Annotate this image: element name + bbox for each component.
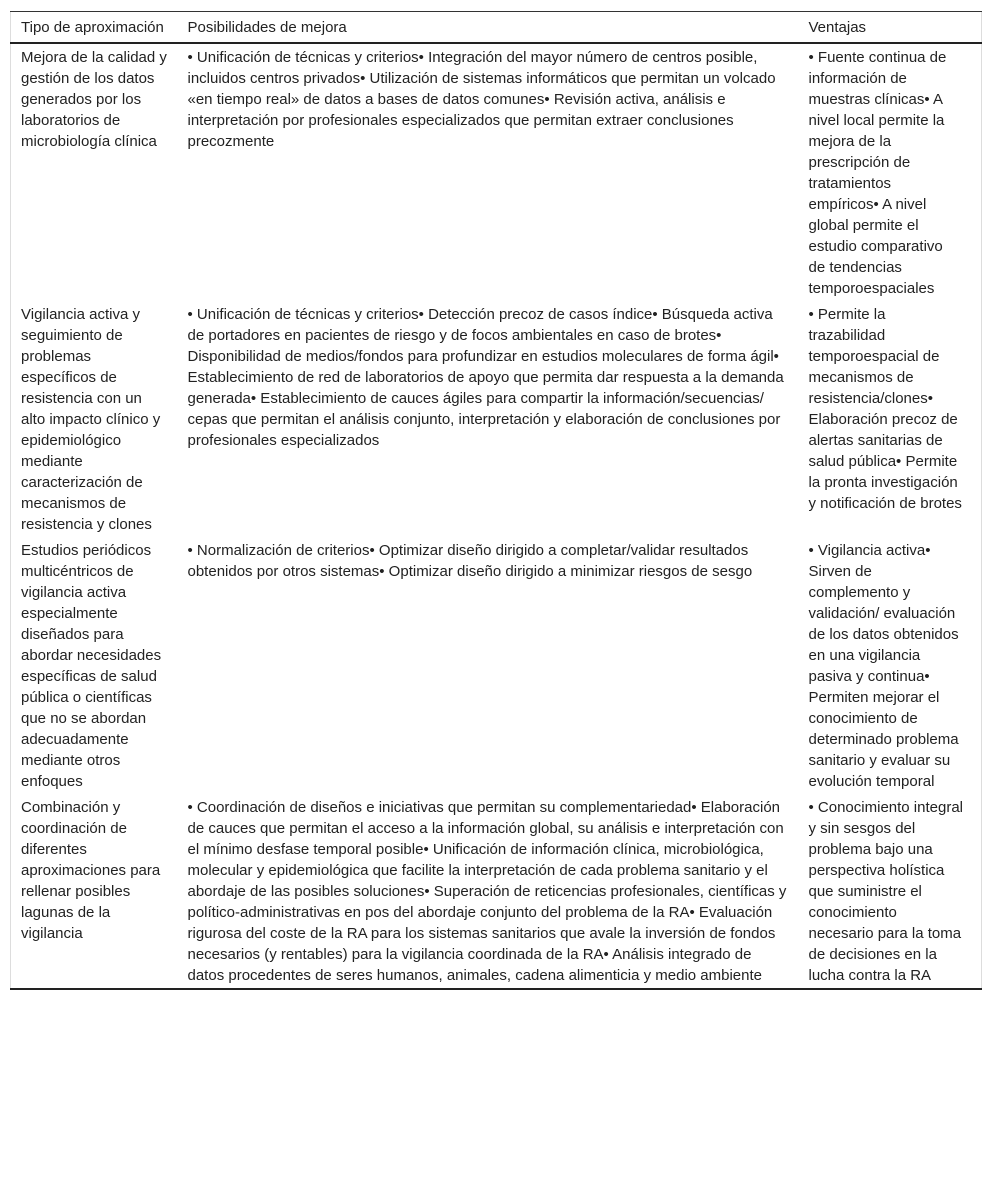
- cell-ventajas: • Vigilancia activa• Sirven de complemento y validación/ evaluación de los datos obtenidos en una vigilancia pasiva y continua• Permiten mejorar el conocimiento de determinado problema sanitario y evaluar su evolución temporal: [808, 542, 959, 790]
- cell-tipo: Combinación y coordinación de diferentes aproximaciones para rellenar posibles lagunas de la vigilancia: [21, 799, 161, 942]
- cell-ventajas: • Fuente continua de información de muestras clínicas• A nivel local permite la mejora de la prescripción de tratamientos empíricos• A nivel global permite el estudio comparativo de tendencias temporoespaciales: [808, 49, 947, 297]
- table-row: [11, 537, 982, 794]
- cell-ventajas: • Permite la trazabilidad temporoespacial de mecanismos de resistencia/clones• Elaboración precoz de alertas sanitarias de salud pública• Permite la pronta investigación y notificación de brotes: [808, 306, 962, 512]
- cell-mejora: • Coordinación de diseños e iniciativas que permitan su complementariedad• Elaboración de cauces que permitan el acceso a la información global, su análisis e interpretación con el mínimo desfase temporal posible• Unificación de información clínica, microbiológica, molecular y epidemiológica que facilite la interpretación de cada problema sanitario y el abordaje de las posibles soluciones• Superación de reticencias profesionales, científicas y político-administrativas en pos del abordaje conjunto del problema de la RA• Evaluación rigurosa del coste de la RA para los sistemas sanitarios que avale la inversión de fondos necesarios (y rentables) para la vigilancia coordinada de la RA• Análisis integrado de datos procedentes de seres humanos, animales, cadena alimenticia y medio ambiente: [187, 799, 787, 984]
- table-row: [11, 794, 982, 989]
- cell-ventajas: • Conocimiento integral y sin sesgos del problema bajo una perspectiva holística que suministre el conocimiento necesario para la toma de decisiones en la lucha contra la RA: [808, 799, 963, 984]
- header-ventajas: Ventajas: [808, 19, 867, 36]
- cell-tipo: Vigilancia activa y seguimiento de problemas específicos de resistencia con un alto impacto clínico y epidemiológico mediante caracterización de mecanismos de resistencia y clones: [21, 306, 161, 533]
- surveillance-approaches-table: [10, 11, 982, 990]
- table-header-row: [11, 12, 982, 44]
- header-mejora: Posibilidades de mejora: [187, 19, 347, 36]
- cell-mejora: • Unificación de técnicas y criterios• Integración del mayor número de centros posible, incluidos centros privados• Utilización de sistemas informáticos que permitan un volcado «en tiempo real» de datos a bases de datos comunes• Revisión activa, análisis e interpretación por profesionales especializados que permitan extraer conclusiones precozmente: [187, 49, 776, 150]
- cell-tipo: Mejora de la calidad y gestión de los datos generados por los laboratorios de microbiología clínica: [21, 49, 167, 150]
- cell-mejora: • Normalización de criterios• Optimizar diseño dirigido a completar/validar resultados obtenidos por otros sistemas• Optimizar diseño dirigido a minimizar riesgos de sesgo: [187, 542, 753, 580]
- table-row: [11, 43, 982, 301]
- header-tipo: Tipo de aproximación: [21, 19, 164, 36]
- cell-mejora: • Unificación de técnicas y criterios• Detección precoz de casos índice• Búsqueda activa de portadores en pacientes de riesgo y de focos ambientales en caso de brotes• Disponibilidad de medios/fondos para profundizar en estudios moleculares de forma ágil• Establecimiento de red de laboratorios de apoyo que permita dar respuesta a la demanda generada• Establecimiento de cauces ágiles para compartir la información/secuencias/ cepas que permitan el análisis conjunto, interpretación y elaboración de conclusiones por profesionales especializados: [187, 306, 784, 449]
- cell-tipo: Estudios periódicos multicéntricos de vigilancia activa especialmente diseñados para abordar necesidades específicas de salud pública o científicas que no se abordan adecuadamente mediante otros enfoques: [21, 542, 162, 790]
- table-row: [11, 301, 982, 537]
